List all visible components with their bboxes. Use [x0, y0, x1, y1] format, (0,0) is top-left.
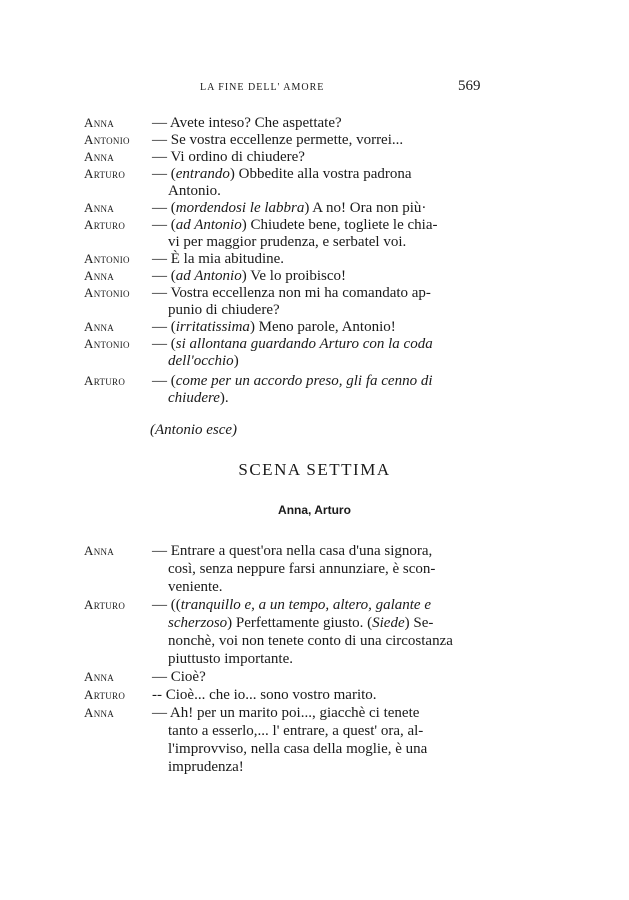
speaker-name: Anna [84, 115, 115, 130]
speaker-name: Arturo [84, 166, 126, 181]
line-text: punio di chiudere? [168, 302, 280, 318]
line-text: — (entrando) Obbedite alla vostra padrona [152, 166, 412, 182]
line-text: — ((tranquillo e, a un tempo, altero, galante e [152, 597, 431, 613]
line-text: scherzoso) Perfettamente giusto. (Siede) Se- [168, 615, 434, 631]
speaker-name: Arturo [84, 597, 126, 612]
running-head: LA FINE DELL' AMORE [200, 82, 325, 93]
line-text: — Ah! per un marito poi..., giacchè ci tenete [152, 705, 420, 721]
line-text: l'improvviso, nella casa della moglie, è una [168, 741, 428, 757]
line-text: — (mordendosi le labbra) A no! Ora non più· [152, 200, 427, 216]
line-text: — (ad Antonio) Chiudete bene, togliete le chia- [152, 217, 438, 233]
speaker-name: Arturo [84, 687, 126, 702]
speaker-name: Anna [84, 669, 115, 684]
line-text: — Cioè? [152, 669, 206, 685]
line-text: chiudere). [168, 390, 229, 406]
line-text: piuttusto importante. [168, 651, 293, 667]
speaker-name: Antonio [84, 285, 130, 300]
line-text: così, senza neppure farsi annunziare, è scon- [168, 561, 436, 577]
line-text: — Se vostra eccellenze permette, vorrei... [152, 132, 404, 148]
line-text: Antonio. [168, 183, 221, 199]
line-text: — Avete inteso? Che aspettate? [152, 115, 342, 131]
line-text: -- Cioè... che io... sono vostro marito. [152, 687, 377, 703]
line-text: dell'occhio) [168, 353, 239, 369]
line-text: vi per maggior prudenza, e serbatel voi. [168, 234, 407, 250]
line-text: — (ad Antonio) Ve lo proibisco! [152, 268, 347, 284]
speaker-name: Antonio [84, 336, 130, 351]
speaker-name: Anna [84, 149, 115, 164]
page-number: 569 [458, 78, 481, 94]
scene-title: SCENA SETTIMA [238, 460, 391, 479]
speaker-name: Anna [84, 705, 115, 720]
line-text: — (come per un accordo preso, gli fa cenno di [152, 373, 433, 389]
speaker-name: Antonio [84, 132, 130, 147]
line-text: — Entrare a quest'ora nella casa d'una signora, [152, 543, 433, 559]
speaker-name: Anna [84, 268, 115, 283]
speaker-name: Arturo [84, 217, 126, 232]
line-text: — Vi ordino di chiudere? [152, 149, 305, 165]
speaker-name: Anna [84, 319, 115, 334]
line-text: — (irritatissima) Meno parole, Antonio! [152, 319, 396, 335]
line-text: — È la mia abitudine. [152, 251, 285, 267]
scene-characters: Anna, Arturo [278, 503, 351, 517]
line-text: — (si allontana guardando Arturo con la coda [152, 336, 433, 352]
speaker-name: Anna [84, 543, 115, 558]
line-text: veniente. [168, 579, 223, 595]
speaker-name: Anna [84, 200, 115, 215]
speaker-name: Arturo [84, 373, 126, 388]
stage-direction: (Antonio esce) [150, 422, 238, 438]
line-text: tanto a esserlo,... l' entrare, a quest' ora, al- [168, 723, 424, 739]
speaker-name: Antonio [84, 251, 130, 266]
line-text: nonchè, voi non tenete conto di una circostanza [168, 633, 453, 649]
line-text: — Vostra eccellenza non mi ha comandato ap- [152, 285, 431, 301]
line-text: imprudenza! [168, 759, 244, 775]
